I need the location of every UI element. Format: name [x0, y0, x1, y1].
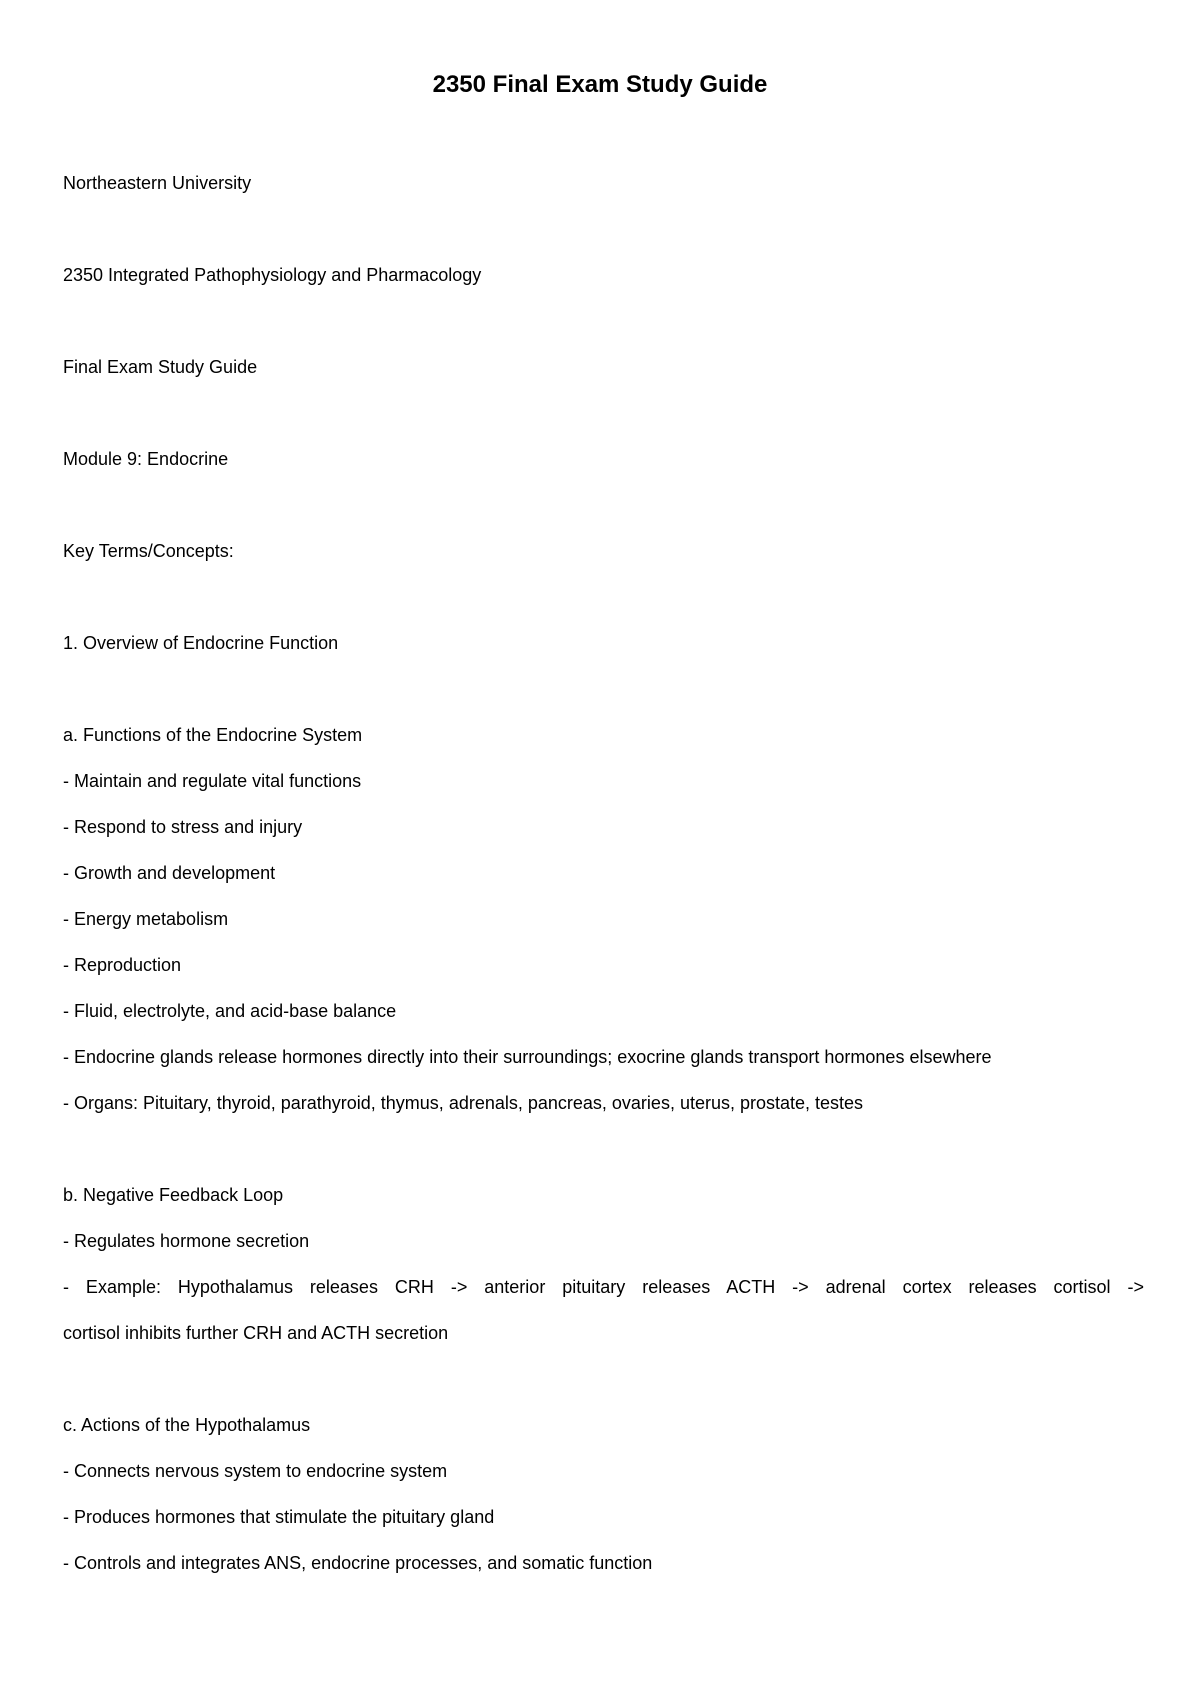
list-item: - Maintain and regulate vital functions	[63, 771, 362, 791]
key-terms-heading: Key Terms/Concepts:	[63, 541, 234, 561]
list-item: - Endocrine glands release hormones directly into their surroundings; exocrine glands transport hormones elsewhere	[63, 1047, 992, 1067]
document-title: 2350 Final Exam Study Guide	[432, 71, 768, 98]
module-heading: Module 9: Endocrine	[63, 449, 229, 469]
course-name: 2350 Integrated Pathophysiology and Pharmacology	[63, 265, 482, 285]
example-line: - Example: Hypothalamus releases CRH -> anterior pituitary releases ACTH -> adrenal cortex releases cortisol ->	[63, 1277, 1144, 1297]
section-heading: 1. Overview of Endocrine Function	[63, 633, 339, 653]
guide-name: Final Exam Study Guide	[63, 357, 258, 377]
list-item: - Reproduction	[63, 955, 182, 975]
list-item: - Regulates hormone secretion	[63, 1231, 310, 1251]
list-item: - Organs: Pituitary, thyroid, parathyroid, thymus, adrenals, pancreas, ovaries, uterus, prostate, testes	[63, 1093, 864, 1113]
example-line-continuation: cortisol inhibits further CRH and ACTH secretion	[63, 1323, 449, 1343]
subsection-heading-c: c. Actions of the Hypothalamus	[63, 1415, 311, 1435]
list-item: - Fluid, electrolyte, and acid-base balance	[63, 1001, 397, 1021]
list-item: - Energy metabolism	[63, 909, 229, 929]
list-item: - Growth and development	[63, 863, 276, 883]
subsection-heading-a: a. Functions of the Endocrine System	[63, 725, 363, 745]
list-item: - Controls and integrates ANS, endocrine processes, and somatic function	[63, 1553, 653, 1573]
list-item: - Respond to stress and injury	[63, 817, 303, 837]
university-name: Northeastern University	[63, 173, 252, 193]
list-item: - Produces hormones that stimulate the pituitary gland	[63, 1507, 495, 1527]
subsection-heading-b: b. Negative Feedback Loop	[63, 1185, 284, 1205]
list-item: - Connects nervous system to endocrine system	[63, 1461, 448, 1481]
